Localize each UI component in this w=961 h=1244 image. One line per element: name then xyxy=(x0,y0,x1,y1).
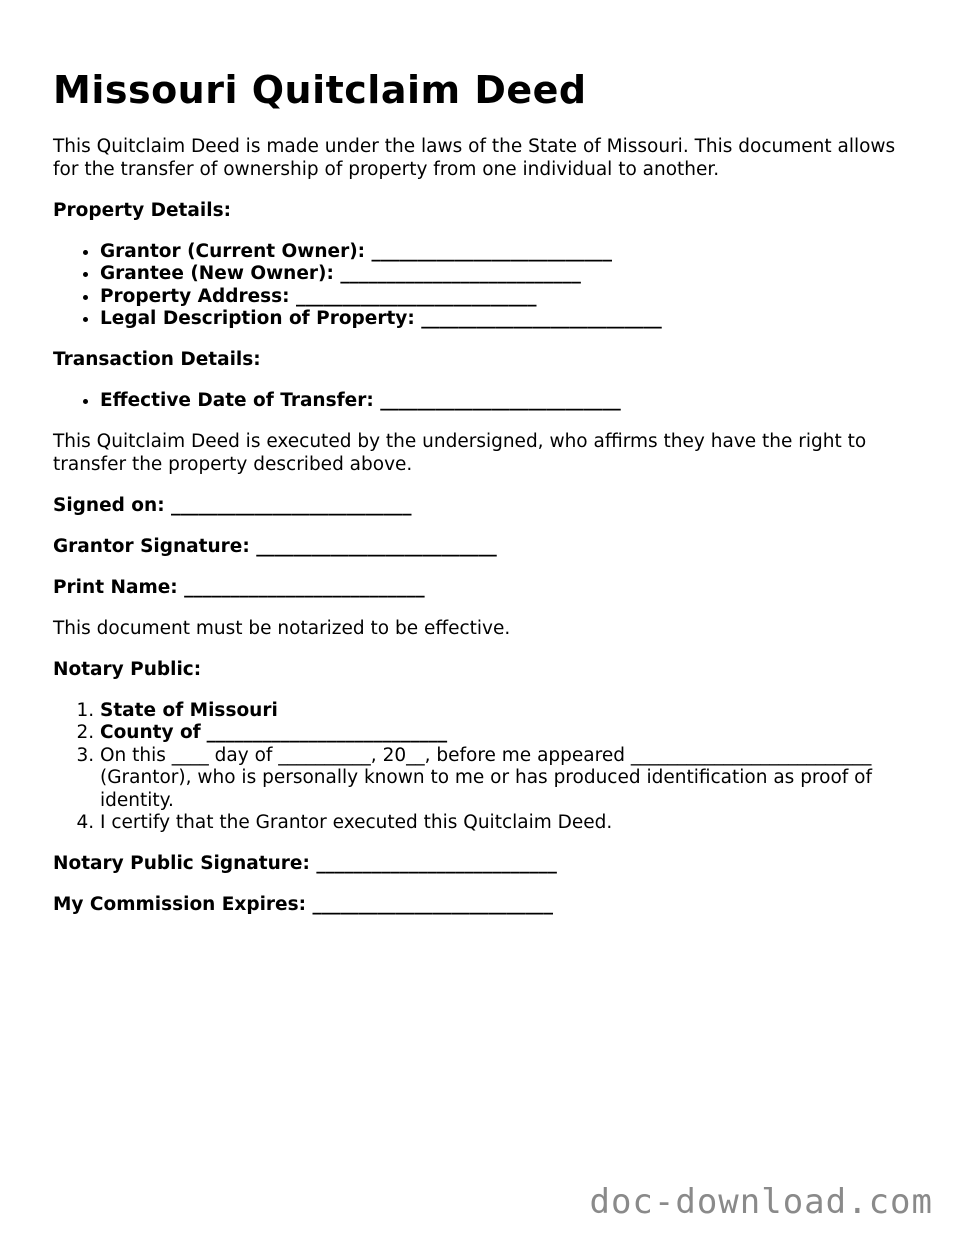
list-item: 4. I certify that the Grantor executed this Quitclaim Deed. xyxy=(100,812,913,835)
blank-line: __________________________ xyxy=(380,390,621,411)
notary-heading: Notary Public: xyxy=(53,658,202,680)
page-title: Missouri Quitclaim Deed xyxy=(53,68,587,112)
signed-on-line: Signed on: __________________________ xyxy=(53,494,412,516)
grantor-signature-line: Grantor Signature: __________________________ xyxy=(53,535,497,557)
blank-line: __________________________ xyxy=(312,894,553,915)
list-item: • Effective Date of Transfer: __________________________ xyxy=(100,390,913,413)
list-item: • Legal Description of Property: __________________________ xyxy=(100,308,913,331)
blank-line: __________________________ xyxy=(171,494,412,516)
notarize-paragraph: This document must be notarized to be effective. xyxy=(53,617,511,639)
list-item: 1. State of Missouri xyxy=(100,700,913,723)
notary-signature-line: Notary Public Signature: __________________________ xyxy=(53,853,557,874)
blank-line: __________________________ xyxy=(421,308,662,329)
blank-line: __________________________ xyxy=(184,576,425,598)
blank-line: __________________________ xyxy=(340,263,581,284)
watermark: doc-download.com xyxy=(589,1182,933,1222)
print-name-line: Print Name: __________________________ xyxy=(53,576,425,598)
property-details-heading: Property Details: xyxy=(53,199,231,221)
transaction-details-list xyxy=(53,390,913,413)
commission-expires-line: My Commission Expires: __________________________ xyxy=(53,894,553,915)
document-page xyxy=(53,62,913,935)
property-details-list xyxy=(53,241,913,331)
list-item: 2. County of __________________________ xyxy=(100,722,913,745)
blank-line: __________________________ xyxy=(316,853,557,874)
notary-list xyxy=(53,700,913,835)
blank-line: __________________________ xyxy=(371,240,612,262)
blank-line: __________________________ xyxy=(206,722,448,743)
intro-paragraph: This Quitclaim Deed is made under the laws of the State of Missouri. This document allows for the transfer of ownership of property from one individual to another. xyxy=(53,136,896,180)
execution-paragraph: This Quitclaim Deed is executed by the undersigned, who affirms they have the right to transfer the property described above. xyxy=(53,431,867,475)
transaction-details-heading: Transaction Details: xyxy=(53,349,261,370)
list-item: 3. On this ____ day of __________, 20__, before me appeared __________________________ (Grantor), who is personally known to me or has produced identification as proof of identity. xyxy=(100,745,913,813)
list-item: • Grantor (Current Owner): __________________________ xyxy=(100,241,913,264)
list-item: • Property Address: __________________________ xyxy=(100,286,913,309)
list-item: • Grantee (New Owner): __________________________ xyxy=(100,263,913,286)
blank-line: __________________________ xyxy=(256,535,497,557)
blank-line: __________________________ xyxy=(296,285,537,307)
